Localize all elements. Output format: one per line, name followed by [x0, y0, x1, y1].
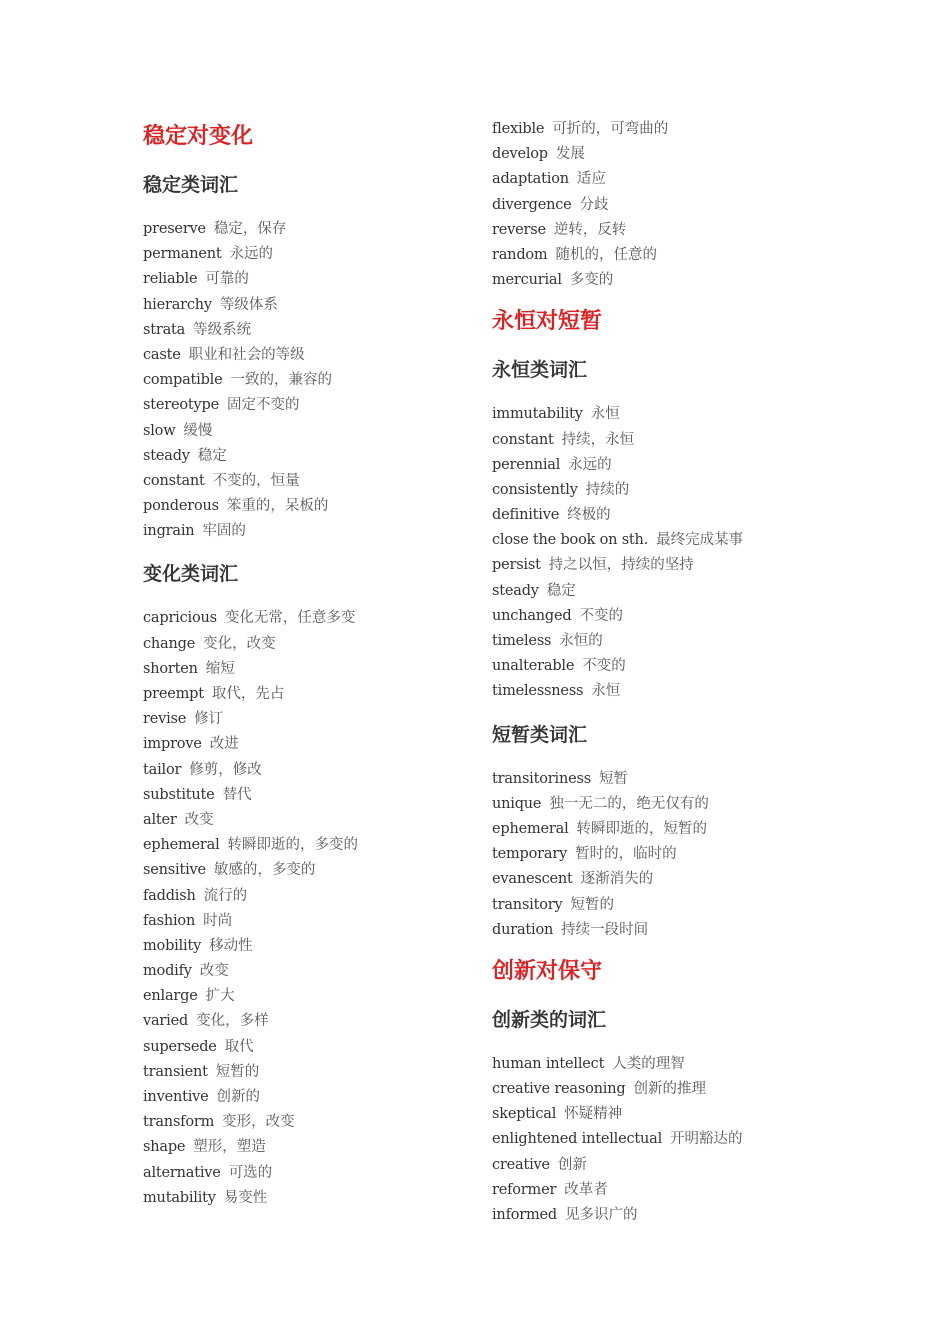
- word-chinese: 可折的，可弯曲的: [552, 121, 669, 137]
- word-chinese: 逆转，反转: [553, 221, 627, 238]
- word-list-change-continued: [492, 117, 822, 293]
- word-chinese: 塑形，塑造: [193, 1139, 266, 1156]
- word-english: reliable: [143, 271, 198, 288]
- word-english: slow: [143, 422, 176, 439]
- word-chinese: 永远的: [568, 456, 612, 473]
- word-chinese: 替代: [222, 786, 252, 803]
- word-chinese: 变形，改变: [222, 1114, 295, 1131]
- section-heading-transient-words: 短暂类词汇: [492, 723, 588, 746]
- word-english: stereotype: [143, 397, 219, 414]
- word-chinese: 逐渐消失的: [580, 871, 654, 888]
- word-entry: [143, 444, 473, 469]
- word-chinese: 职业和社会的等级: [188, 346, 305, 363]
- word-list-transient: [492, 767, 822, 943]
- word-chinese: 持续一段时间: [561, 921, 649, 938]
- word-chinese: 人类的理智: [612, 1055, 685, 1072]
- word-chinese: 改革者: [564, 1181, 608, 1198]
- word-entry: [143, 909, 473, 934]
- word-entry: [143, 606, 473, 631]
- word-english: temporary: [492, 846, 568, 863]
- word-english: constant: [143, 472, 205, 489]
- word-entry: [492, 1203, 822, 1228]
- word-chinese: 持续，永恒: [561, 431, 635, 448]
- word-english: mercurial: [492, 272, 562, 289]
- word-entry: [143, 267, 473, 292]
- word-english: permanent: [143, 246, 222, 263]
- word-english: strata: [143, 321, 186, 338]
- word-chinese: 移动性: [209, 937, 253, 954]
- word-entry: [492, 167, 822, 192]
- word-english: timeless: [492, 633, 552, 649]
- word-chinese: 改变: [184, 811, 214, 828]
- word-chinese: 短暂: [598, 770, 628, 787]
- word-entry: [492, 792, 822, 817]
- word-english: substitute: [143, 786, 215, 803]
- word-entry: [492, 478, 822, 503]
- word-chinese: 等级体系: [219, 296, 278, 313]
- word-entry: [143, 884, 473, 909]
- word-chinese: 转瞬即逝的，短暂的: [576, 820, 708, 837]
- word-chinese: 最终完成某事: [656, 532, 744, 549]
- word-english: ponderous: [143, 498, 219, 515]
- section-heading-eternal-words: 永恒类词汇: [492, 359, 588, 382]
- word-chinese: 见多识广的: [565, 1207, 638, 1223]
- word-list-innovation: [492, 1052, 822, 1228]
- word-entry: [143, 984, 473, 1009]
- word-entry: [143, 934, 473, 959]
- word-chinese: 修订: [194, 711, 224, 728]
- right-column: [492, 117, 822, 1244]
- word-english: enlightened intellectual: [492, 1131, 663, 1148]
- word-entry: [143, 343, 473, 368]
- word-entry: [492, 218, 822, 243]
- word-english: reformer: [492, 1181, 557, 1198]
- word-entry: [143, 959, 473, 984]
- word-english: constant: [492, 431, 554, 448]
- word-chinese: 易变性: [223, 1189, 268, 1206]
- word-entry: [143, 1135, 473, 1160]
- word-english: adaptation: [492, 171, 569, 188]
- word-chinese: 永恒: [590, 406, 620, 423]
- word-english: mobility: [143, 937, 202, 954]
- word-list-eternal: [492, 402, 822, 704]
- word-entry: [492, 817, 822, 842]
- word-english: transitoriness: [492, 770, 591, 787]
- word-entry: [492, 243, 822, 268]
- word-entry: [492, 1052, 822, 1077]
- word-entry: [143, 242, 473, 267]
- word-english: steady: [143, 447, 190, 464]
- word-chinese: 创新的: [216, 1089, 261, 1105]
- word-entry: [492, 553, 822, 578]
- word-chinese: 缓慢: [183, 422, 213, 439]
- word-english: steady: [492, 582, 539, 599]
- word-english: persist: [492, 557, 541, 574]
- word-chinese: 取代: [224, 1038, 254, 1055]
- word-chinese: 永远的: [229, 246, 273, 263]
- word-chinese: 变化，多样: [196, 1013, 269, 1030]
- word-chinese: 可靠的: [205, 271, 249, 288]
- word-english: change: [143, 635, 196, 652]
- word-entry: [492, 1102, 822, 1127]
- word-entry: [492, 629, 822, 654]
- word-chinese: 多变的: [569, 272, 614, 289]
- word-entry: [143, 1161, 473, 1186]
- word-english: close the book on sth.: [492, 532, 649, 549]
- word-english: tailor: [143, 761, 182, 778]
- word-english: modify: [143, 963, 192, 980]
- word-english: evanescent: [492, 871, 573, 888]
- word-chinese: 永恒的: [559, 633, 603, 649]
- word-english: unchanged: [492, 607, 572, 624]
- word-english: improve: [143, 736, 202, 753]
- word-chinese: 扩大: [205, 988, 235, 1005]
- word-entry: [143, 758, 473, 783]
- word-chinese: 不变的: [579, 607, 623, 624]
- word-english: ephemeral: [143, 837, 220, 854]
- word-english: inventive: [143, 1089, 209, 1105]
- topic-heading-stable-vs-change: 稳定对变化: [143, 124, 254, 149]
- word-entry: [492, 117, 822, 142]
- word-english: skeptical: [492, 1106, 557, 1123]
- word-chinese: 笨重的，呆板的: [226, 498, 329, 515]
- word-chinese: 缩短: [205, 660, 235, 677]
- word-entry: [492, 402, 822, 427]
- word-chinese: 变化，改变: [203, 635, 276, 652]
- word-chinese: 变化无常，任意多变: [224, 610, 356, 627]
- word-english: enlarge: [143, 988, 198, 1005]
- word-chinese: 开明豁达的: [670, 1131, 743, 1148]
- word-chinese: 持之以恒，持续的坚持: [548, 557, 694, 574]
- word-entry: [492, 503, 822, 528]
- word-entry: [143, 419, 473, 444]
- word-chinese: 稳定: [546, 582, 576, 599]
- word-entry: [492, 268, 822, 293]
- word-english: preempt: [143, 686, 204, 702]
- word-entry: [143, 293, 473, 318]
- word-chinese: 分歧: [579, 196, 609, 213]
- word-english: shorten: [143, 660, 198, 677]
- word-chinese: 终极的: [567, 507, 611, 524]
- word-english: unalterable: [492, 658, 575, 675]
- word-english: timelessness: [492, 683, 584, 700]
- word-english: reverse: [492, 221, 546, 238]
- word-english: shape: [143, 1139, 186, 1156]
- word-entry: [492, 679, 822, 704]
- word-entry: [492, 842, 822, 867]
- word-entry: [143, 1009, 473, 1034]
- section-heading-change-words: 变化类词汇: [143, 563, 239, 586]
- word-entry: [492, 1153, 822, 1178]
- word-english: creative reasoning: [492, 1081, 626, 1098]
- word-entry: [143, 858, 473, 883]
- word-english: perennial: [492, 456, 561, 473]
- word-entry: [143, 833, 473, 858]
- word-english: ingrain: [143, 523, 195, 540]
- word-chinese: 创新的推理: [633, 1081, 706, 1098]
- word-english: revise: [143, 711, 187, 728]
- word-chinese: 短暂的: [215, 1063, 260, 1080]
- left-column: [143, 122, 473, 1227]
- word-english: alter: [143, 811, 177, 828]
- word-entry: [143, 732, 473, 757]
- word-chinese: 创新: [557, 1156, 587, 1173]
- topic-heading-eternal-vs-transient: 永恒对短暂: [492, 309, 603, 335]
- word-english: creative: [492, 1156, 550, 1173]
- word-chinese: 等级系统: [193, 321, 252, 338]
- word-english: preserve: [143, 221, 206, 237]
- word-english: transform: [143, 1114, 215, 1131]
- word-entry: [143, 217, 473, 242]
- word-english: faddish: [143, 887, 196, 904]
- word-english: unique: [492, 795, 542, 812]
- word-chinese: 牢固的: [202, 523, 246, 540]
- word-entry: [143, 318, 473, 343]
- word-chinese: 固定不变的: [226, 397, 300, 414]
- word-chinese: 敏感的，多变的: [213, 862, 316, 879]
- word-chinese: 随机的，任意的: [555, 246, 657, 263]
- word-entry: [143, 1110, 473, 1135]
- word-english: flexible: [492, 121, 545, 137]
- word-english: consistently: [492, 481, 578, 498]
- word-entry: [143, 519, 473, 544]
- word-english: duration: [492, 921, 554, 938]
- word-entry: [492, 428, 822, 453]
- word-entry: [492, 1127, 822, 1152]
- word-entry: [143, 707, 473, 732]
- word-entry: [143, 393, 473, 418]
- word-entry: [492, 453, 822, 478]
- word-english: definitive: [492, 507, 560, 524]
- word-chinese: 发展: [555, 146, 585, 163]
- word-chinese: 怀疑精神: [564, 1106, 623, 1123]
- word-entry: [143, 657, 473, 682]
- word-entry: [492, 893, 822, 918]
- word-entry: [492, 528, 822, 553]
- word-entry: [143, 469, 473, 494]
- word-chinese: 不变的: [582, 658, 626, 675]
- word-entry: [143, 1186, 473, 1211]
- word-english: transient: [143, 1063, 208, 1080]
- word-chinese: 修剪，修改: [189, 761, 262, 778]
- word-english: mutability: [143, 1189, 216, 1206]
- word-english: sensitive: [143, 862, 206, 879]
- word-chinese: 一致的，兼容的: [230, 372, 332, 389]
- word-english: ephemeral: [492, 820, 569, 837]
- word-entry: [492, 867, 822, 892]
- word-chinese: 适应: [576, 171, 606, 188]
- topic-heading-innovation-vs-conservative: 创新对保守: [492, 958, 603, 984]
- word-english: caste: [143, 346, 181, 363]
- section-heading-innovation-words: 创新类的词汇: [492, 1008, 607, 1031]
- word-english: hierarchy: [143, 296, 212, 313]
- word-list-stable: [143, 217, 473, 544]
- word-entry: [492, 1077, 822, 1102]
- word-chinese: 持续的: [585, 481, 630, 498]
- word-chinese: 改变: [199, 963, 229, 980]
- word-chinese: 改进: [209, 736, 239, 753]
- word-entry: [143, 632, 473, 657]
- word-chinese: 流行的: [203, 887, 248, 904]
- word-english: alternative: [143, 1164, 221, 1181]
- word-list-change: [143, 606, 473, 1211]
- word-entry: [143, 368, 473, 393]
- word-entry: [492, 193, 822, 218]
- word-english: divergence: [492, 196, 572, 213]
- word-entry: [143, 808, 473, 833]
- word-english: fashion: [143, 912, 196, 929]
- word-english: human intellect: [492, 1055, 605, 1072]
- word-chinese: 独一无二的，绝无仅有的: [549, 795, 709, 812]
- section-heading-stable-words: 稳定类词汇: [143, 174, 239, 196]
- word-chinese: 不变的，恒量: [212, 472, 300, 489]
- word-english: varied: [143, 1013, 189, 1030]
- word-entry: [143, 1060, 473, 1085]
- word-chinese: 可选的: [228, 1164, 273, 1181]
- word-chinese: 稳定，保存: [213, 221, 287, 237]
- word-chinese: 短暂的: [570, 896, 615, 913]
- word-chinese: 永恒: [591, 683, 621, 700]
- word-entry: [143, 494, 473, 519]
- word-entry: [143, 1035, 473, 1060]
- word-english: immutability: [492, 406, 583, 423]
- word-english: random: [492, 246, 548, 263]
- word-entry: [492, 654, 822, 679]
- word-entry: [143, 1085, 473, 1110]
- word-chinese: 暂时的，临时的: [575, 846, 677, 863]
- word-english: capricious: [143, 610, 217, 627]
- word-english: develop: [492, 146, 548, 163]
- word-english: supersede: [143, 1038, 217, 1055]
- word-chinese: 时尚: [203, 912, 233, 929]
- word-entry: [492, 1178, 822, 1203]
- word-entry: [492, 604, 822, 629]
- word-entry: [492, 918, 822, 943]
- word-chinese: 取代，先占: [211, 686, 285, 702]
- word-english: compatible: [143, 372, 223, 389]
- word-entry: [492, 142, 822, 167]
- word-english: informed: [492, 1207, 558, 1223]
- word-entry: [143, 682, 473, 707]
- word-entry: [492, 767, 822, 792]
- word-english: transitory: [492, 896, 563, 913]
- word-entry: [143, 783, 473, 808]
- word-chinese: 稳定: [197, 447, 227, 464]
- word-chinese: 转瞬即逝的，多变的: [227, 837, 359, 854]
- word-entry: [492, 579, 822, 604]
